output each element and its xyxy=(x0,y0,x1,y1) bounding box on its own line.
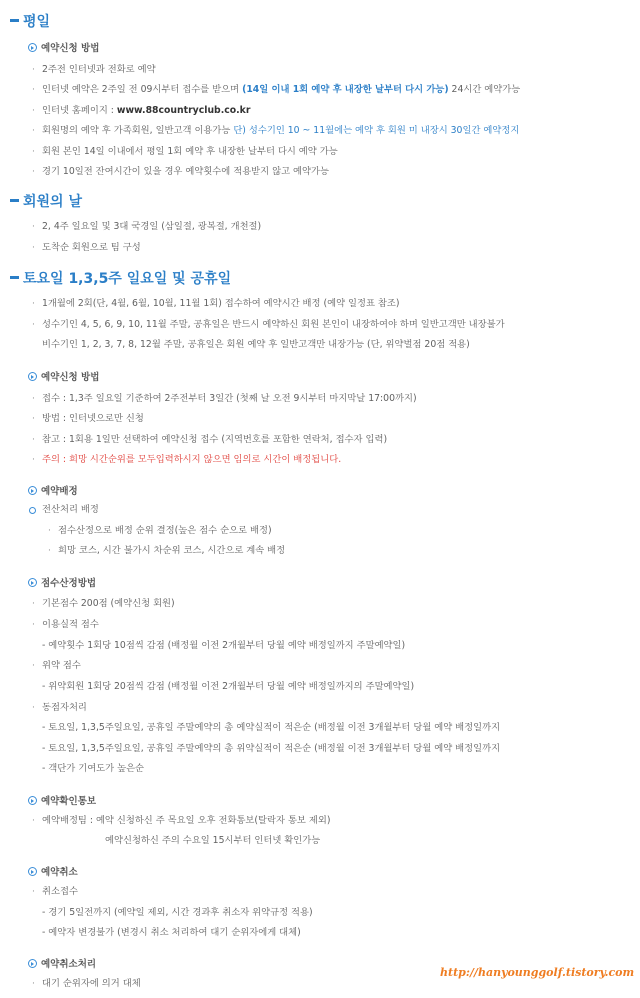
list-item: 2주전 인터넷과 전화로 예약 xyxy=(42,64,156,75)
circle-arrow-icon xyxy=(28,796,37,805)
list-item xyxy=(42,103,250,119)
scoring-item: 기본점수 200점 (예약신청 회원) xyxy=(42,598,175,609)
circle-arrow-icon xyxy=(28,959,37,968)
item-text: 회원명의 예약 후 가족회원, 일반고객 이용가능 xyxy=(42,125,234,136)
item-highlight: (14일 이내 1회 예약 후 내장한 날부터 다시 가능) xyxy=(242,84,449,95)
bullet-dot: · xyxy=(32,661,35,671)
weekday-title: 평일 xyxy=(23,14,51,30)
scoring-item: 위약 점수 xyxy=(42,660,81,671)
item-text: 인터넷 홈페이지 : xyxy=(42,105,117,116)
bullet-dot: · xyxy=(32,703,35,713)
bullet-dot: · xyxy=(32,299,35,309)
circle-arrow-icon xyxy=(28,867,37,876)
cancellation-sub-item: - 예약자 변경불가 (변경시 취소 처리하여 대기 순위자에게 대체) xyxy=(42,927,301,938)
bullet-dot: · xyxy=(32,106,35,116)
bullet-dot: · xyxy=(32,126,35,136)
subsection-cancel-processing xyxy=(28,957,96,973)
bullet-dot: · xyxy=(32,620,35,630)
list-item xyxy=(42,123,519,139)
bullet-dot: · xyxy=(32,435,35,445)
allocation-main: 전산처리 배정 xyxy=(42,504,99,515)
allocation-sub-item: 점수산정으로 배정 순위 결정(높은 점수 순으로 배정) xyxy=(58,525,272,536)
cancellation-sub-item: - 경기 5일전까지 (예약일 제외, 시간 경과후 취소자 위약규정 적용) xyxy=(42,907,313,918)
item-text-post: 24시간 예약가능 xyxy=(448,84,521,95)
bullet-dot: · xyxy=(32,222,35,232)
title-dash-icon xyxy=(10,19,19,22)
item-highlight: 단) 성수기인 10 ~ 11월에는 예약 후 회원 미 내장시 30일간 예약정지 xyxy=(233,125,520,136)
subsection-heading: 예약신청 방법 xyxy=(41,43,100,54)
section-title-weekend xyxy=(10,269,231,289)
bullet-dot: · xyxy=(32,887,35,897)
bullet-dot: · xyxy=(32,979,35,989)
item-text: 인터넷 예약은 2주일 전 09시부터 접수를 받으며 xyxy=(42,84,243,95)
bullet-dot: · xyxy=(32,320,35,330)
bullet-dot: · xyxy=(32,394,35,404)
members-day-title: 회원의 날 xyxy=(23,194,82,210)
circle-arrow-icon xyxy=(28,372,37,381)
bullet-dot: · xyxy=(32,816,35,826)
list-item-continued: 비수기인 1, 2, 3, 7, 8, 12월 주말, 공휴일은 회원 예약 후 일반고객만 내장가능 (단, 위약벌점 20점 적용) xyxy=(42,339,470,350)
title-dash-icon xyxy=(10,276,19,279)
bullet-dot: · xyxy=(48,546,51,556)
subsection-reservation-method xyxy=(28,41,99,57)
subsection-heading: 예약취소처리 xyxy=(41,959,97,970)
scoring-sub-item: - 토요일, 1,3,5주일요일, 공휴일 주말예약의 총 위약실적이 적은순 (배정월 이전 3개월부터 당월 예약 배정일까지 xyxy=(42,743,501,754)
bullet-dot: · xyxy=(32,85,35,95)
bullet-dot: · xyxy=(32,599,35,609)
circle-arrow-icon xyxy=(28,578,37,587)
subsection-heading: 예약신청 방법 xyxy=(41,372,100,383)
circle-arrow-icon xyxy=(28,486,37,495)
homepage-link[interactable]: www.88countryclub.co.kr xyxy=(116,105,251,116)
scoring-item: 이용실적 점수 xyxy=(42,619,99,630)
weekend-title: 토요일 1,3,5주 일요일 및 공휴일 xyxy=(23,271,232,287)
blog-watermark: http://hanyounggolf.tistory.com xyxy=(440,966,635,979)
subsection-scoring xyxy=(28,576,96,592)
bullet-dot: · xyxy=(32,455,35,465)
title-dash-icon xyxy=(10,199,19,202)
list-item: 도착순 회원으로 팀 구성 xyxy=(42,242,141,253)
circle-arrow-icon xyxy=(28,43,37,52)
section-title-weekday xyxy=(10,12,50,32)
subsection-confirmation xyxy=(28,794,96,810)
bullet-dot: · xyxy=(48,526,51,536)
bullet-dot: · xyxy=(32,243,35,253)
list-item xyxy=(42,82,520,98)
subsection-heading: 점수산정방법 xyxy=(41,578,97,589)
list-item: 2, 4주 일요일 및 3대 국경일 (삼일절, 광복절, 개천절) xyxy=(42,221,262,232)
bullet-dot: · xyxy=(32,167,35,177)
confirmation-item: 예약배정팀 : 예약 신청하신 주 목요일 오후 전화통보(탈락자 통보 제외) xyxy=(42,815,331,826)
confirmation-continued: 예약신청하신 주의 수요일 15시부터 인터넷 확인가능 xyxy=(105,835,321,846)
scoring-sub-item: - 예약횟수 1회당 10점씩 감점 (배정월 이전 2개월부터 당월 예약 배정일까지 주말예약일) xyxy=(42,640,406,651)
list-item: 방법 : 인터넷으로만 신청 xyxy=(42,413,144,424)
list-item: 1개월에 2회(단, 4월, 6월, 10월, 11월 1회) 접수하여 예약시간 배정 (예약 일정표 참조) xyxy=(42,298,400,309)
scoring-item: 동점자처리 xyxy=(42,702,87,713)
section-title-members-day xyxy=(10,192,82,212)
scoring-sub-item: - 위약회원 1회당 20점씩 감점 (배정월 이전 2개월부터 당월 예약 배정일까지의 주말예약일) xyxy=(42,681,415,692)
list-item: 회원 본인 14일 이내에서 평일 1회 예약 후 내장한 날부터 다시 예약 가능 xyxy=(42,146,338,157)
bullet-dot: · xyxy=(32,414,35,424)
cancellation-item: 취소접수 xyxy=(42,886,78,897)
list-item: 접수 : 1,3주 일요일 기준하여 2주전부터 3일간 (첫째 날 오전 9시부터 마지막날 17:00까지) xyxy=(42,393,417,404)
list-item: 참고 : 1회용 1일만 선택하여 예약신청 접수 (지역번호를 포함한 연락처, 접수자 입력) xyxy=(42,434,388,445)
scoring-sub-item: - 객단가 기여도가 높은순 xyxy=(42,763,145,774)
list-item: 성수기인 4, 5, 6, 9, 10, 11월 주말, 공휴일은 반드시 예약하신 회원 본인이 내장하여야 하며 일반고객만 내장불가 xyxy=(42,319,505,330)
allocation-sub-item: 희망 코스, 시간 불가시 차순위 코스, 시간으로 계속 배정 xyxy=(58,545,286,556)
subsection-heading: 예약확인통보 xyxy=(41,796,97,807)
list-item: 경기 10일전 잔여시간이 있을 경우 예약횟수에 적용받지 않고 예약가능 xyxy=(42,166,329,177)
cancel-processing-item: 대기 순위자에 의거 대체 xyxy=(42,978,141,989)
bullet-dot: · xyxy=(32,65,35,75)
notice-text: 주의 : 희망 시간순위를 모두입력하시지 않으면 임의로 시간이 배정됩니다. xyxy=(42,454,342,465)
scoring-sub-item: - 토요일, 1,3,5주일요일, 공휴일 주말예약의 총 예약실적이 적은순 (배정월 이전 3개월부터 당월 예약 배정일까지 xyxy=(42,722,501,733)
bullet-dot: · xyxy=(32,147,35,157)
subsection-allocation xyxy=(28,484,78,500)
subsection-reservation-method-weekend xyxy=(28,370,99,386)
subsection-cancellation xyxy=(28,865,78,881)
subsection-heading: 예약취소 xyxy=(41,867,78,878)
subsection-heading: 예약배정 xyxy=(41,486,78,497)
ring-icon xyxy=(29,507,36,514)
